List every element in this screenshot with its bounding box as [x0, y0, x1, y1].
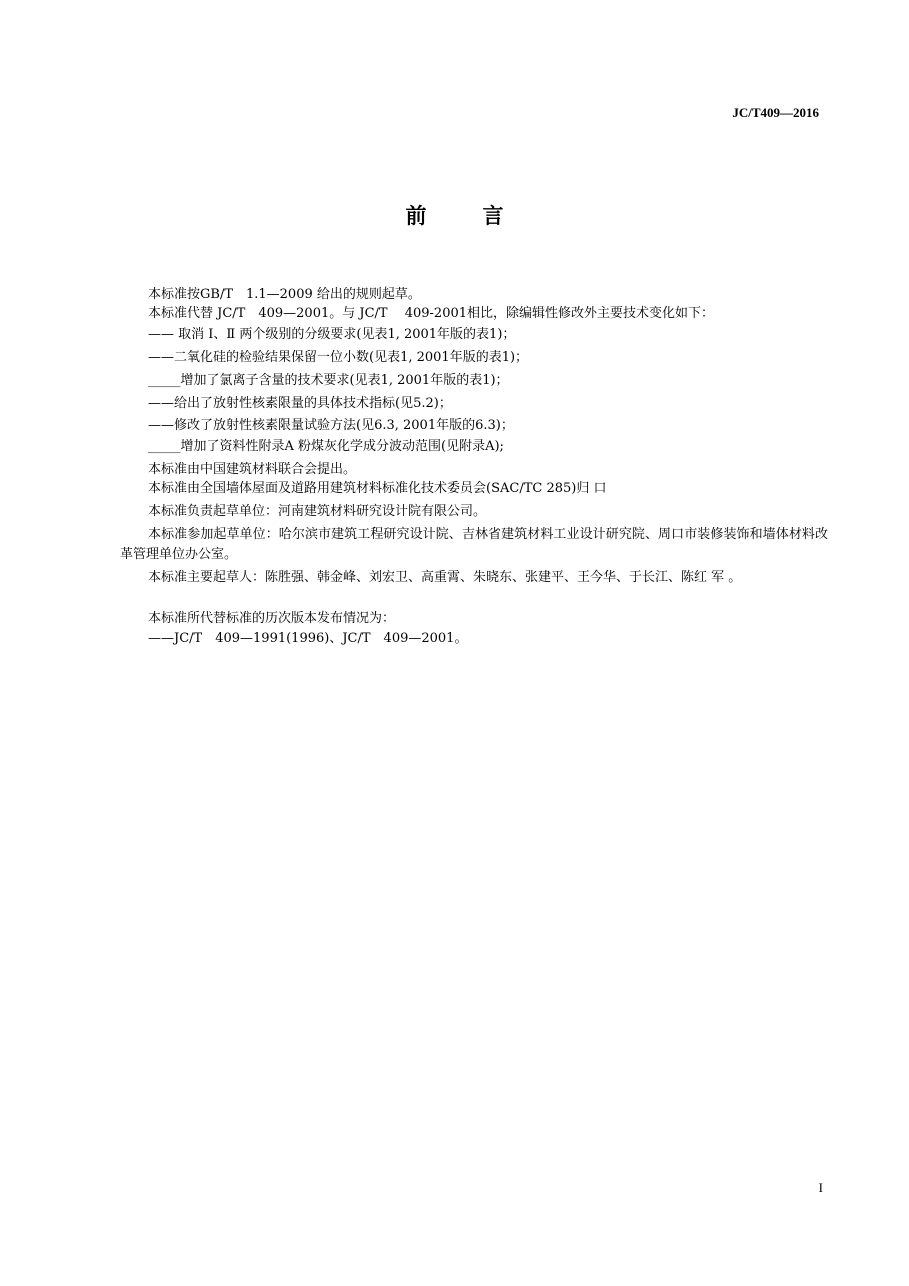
change-item-4: ——给出了放射性核素限量的具体技术指标(见5.2)； [148, 396, 452, 411]
text-line-replacement: 本标准代替 JC/T 409—2001。与 JC/T 409-2001相比，除编辑性修改外主要技术变化如下： [148, 306, 715, 321]
text-line-drafting-rule: 本标准按GB/T 1.1—2009 给出的规则起草。 [148, 287, 421, 302]
change-item-2: ——二氧化硅的检验结果保留一位小数(见表1, 2001年版的表1)； [148, 350, 529, 365]
text-line-lead-drafter: 本标准负责起草单位：河南建筑材料研究设计院有限公司。 [148, 504, 487, 519]
change-item-3: _____增加了氯离子含量的技术要求(见表1, 2001年版的表1)； [148, 373, 509, 388]
paragraph-main-drafters: 本标准主要起草人：陈胜强、韩金峰、刘宏卫、高重霄、朱晓东、张建平、王今华、于长江、陈红 军 。 [148, 570, 742, 585]
page-number: I [818, 1180, 823, 1195]
change-item-6: _____增加了资料性附录A 粉煤灰化学成分波动范围(见附录A); [148, 439, 504, 454]
standard-code: JC/T409—2016 [732, 105, 819, 120]
text-line-history-label: 本标准所代替标准的历次版本发布情况为： [148, 611, 396, 626]
text-line-proposer: 本标准由中国建筑材料联合会提出。 [148, 462, 357, 477]
change-item-1: —— 取消 Ⅰ、Ⅱ 两个级别的分级要求(见表1, 2001年版的表1)； [148, 327, 516, 342]
page-title: 前言 [405, 204, 560, 228]
text-line-committee: 本标准由全国墙体屋面及道路用建筑材料标准化技术委员会(SAC/TC 285)归 口 [148, 481, 607, 496]
history-item: ——JC/T 409—1991(1996)、JC/T 409—2001。 [148, 631, 468, 646]
change-item-5: ——修改了放射性核素限量试验方法(见6.3, 2001年版的6.3)； [148, 418, 514, 433]
paragraph-participating-units: 本标准参加起草单位：哈尔滨市建筑工程研究设计院、吉林省建筑材料工业设计研究院、周口市装修装饰和墙体材料改革管理单位办公室。 [120, 527, 828, 562]
